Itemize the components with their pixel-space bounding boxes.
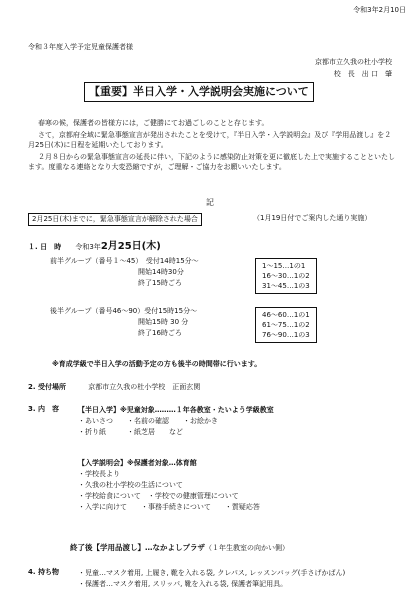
event-date: 2月25日(木)	[100, 241, 161, 252]
date-prefix: 令和3年	[75, 243, 101, 251]
section-label: 4. 持ち物	[28, 568, 59, 576]
section-content	[28, 405, 59, 414]
intro-paragraph: ２月８日からの緊急事態宣言の延長に伴い，下記のように感染防止対策を更に徹底した上で実施することといたします。度重なる連絡となり大変恐縮ですが，ご理解・ご協力をお願いいたします。	[28, 153, 395, 171]
ki-heading: 記	[206, 198, 214, 207]
room-assignment-box	[255, 258, 317, 294]
section-datetime	[28, 241, 161, 254]
room-line: 16～30…1の2	[262, 272, 310, 280]
room-line: 76～90…1の3	[262, 331, 310, 339]
supplies-handout-bold: 終了後【学用品渡し】…なかよしプラザ	[70, 543, 205, 552]
group-line: 終了16時ごろ	[138, 329, 182, 337]
group-line: 後半グループ（番号46～90）受付15時15分～	[50, 307, 198, 315]
room-line: 31～45…1の3	[262, 282, 310, 290]
group-line: 終了15時ごろ	[138, 279, 182, 287]
document-date: 令和3年2月10日	[353, 6, 406, 14]
section-belongings	[28, 568, 59, 577]
section-label: １. 日 時	[28, 243, 62, 251]
sender-school: 京都市立久我の杜小学校	[315, 58, 392, 66]
sender-block	[315, 56, 392, 80]
half-day-item: ・あいさつ ・名前の確認 ・お絵かき	[78, 417, 218, 425]
belongings-list	[78, 568, 345, 590]
briefing-block	[78, 458, 260, 513]
condition-box: 2月25日(木)までに，緊急事態宣言が解除された場合	[28, 213, 202, 226]
sender-principal: 校 長 出 口 肇	[333, 70, 392, 78]
group-second-half	[50, 306, 197, 339]
half-day-heading: 【半日入学】※児童対象………１年各教室・たいよう学級教室	[78, 406, 274, 414]
intro-text	[28, 118, 398, 174]
condition-note: （1月19日付でご案内した通り実施）	[253, 214, 372, 222]
half-day-item: ・折り紙 ・紙芝居 など	[78, 428, 183, 436]
room-line: 61～75…1の2	[262, 321, 310, 329]
addressee: 令和３年度入学予定児童保護者様	[28, 43, 133, 51]
section-label: 3. 内 容	[28, 405, 59, 413]
belongings-item: ・保護者…マスク着用, スリッパ, 靴を入れる袋, 保護者筆記用具。	[78, 580, 288, 588]
briefing-item: ・学校給食について ・学校での健康管理について	[78, 492, 239, 500]
room-line: 46～60…1の1	[262, 311, 310, 319]
document-title: 【重要】半日入学・入学説明会実施について	[84, 82, 314, 102]
briefing-item: ・学校長より	[78, 470, 120, 478]
briefing-item: ・入学に向けて ・事務手続きについて ・質疑応答	[78, 503, 260, 511]
group-line: 前半グループ（番号１～45） 受付14時15分～	[50, 257, 199, 265]
intro-paragraph: さて，京都府全域に緊急事態宣言が発出されたことを受けて，『半日入学・入学説明会』及び『学用品渡し』を２月25日(木)に日程を延期いたしております。	[28, 131, 392, 149]
group-first-half	[50, 256, 199, 289]
reception-place: 京都市立久我の杜小学校 正面玄関	[88, 383, 201, 391]
group-line: 開始15時 30 分	[138, 318, 189, 326]
section-label: 2. 受付場所	[28, 383, 66, 391]
special-class-note: ※育成学級で半日入学の活動予定の方も後半の時間帯に行います。	[52, 360, 262, 368]
room-assignment-box	[255, 307, 317, 343]
belongings-item: ・児童…マスク着用, 上履き, 靴を入れる袋, クレパス, レッスンバッグ(手さげかばん)	[78, 569, 346, 577]
section-reception	[28, 383, 200, 392]
group-line: 開始14時30分	[138, 268, 184, 276]
briefing-item: ・久我の杜小学校の生活について	[78, 481, 183, 489]
supplies-handout-note	[70, 543, 289, 553]
briefing-heading: 【入学説明会】※保護者対象…体育館	[78, 459, 197, 467]
supplies-handout-location: （１年生教室の向かい側）	[205, 544, 289, 552]
room-line: 1～15…1の1	[262, 262, 306, 270]
intro-paragraph: 春寒の候，保護者の皆様方には，ご健勝にてお過ごしのことと存じます。	[38, 119, 269, 127]
half-day-block	[78, 405, 274, 438]
